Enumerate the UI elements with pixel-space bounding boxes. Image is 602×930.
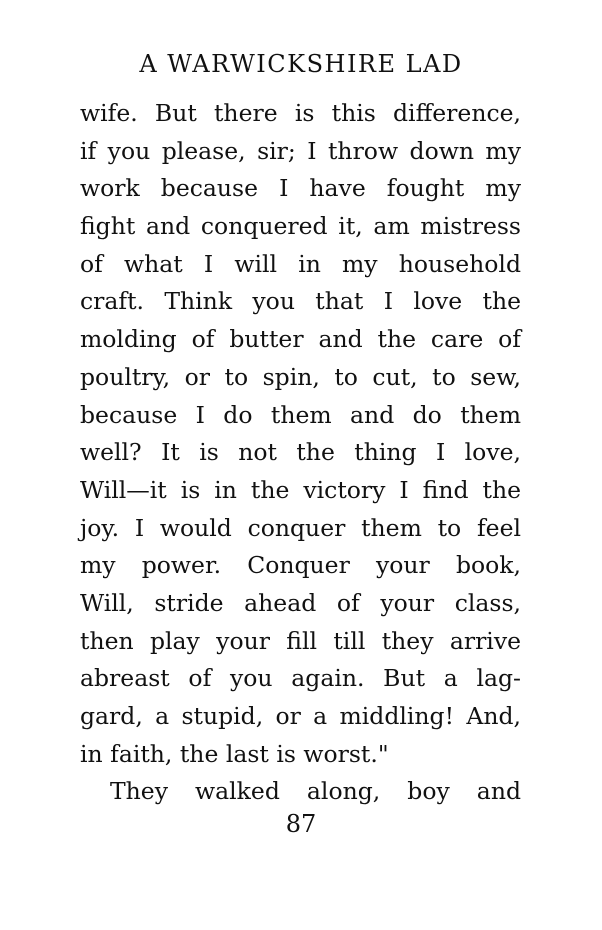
text-line: work because I have fought my xyxy=(80,174,521,203)
text-line: well? It is not the thing I love, xyxy=(80,438,521,467)
page-number: 87 xyxy=(285,810,317,838)
text-line: abreast of you again. But a lag- xyxy=(80,664,521,693)
text-line: of what I will in my household xyxy=(80,249,521,278)
text-line: craft. Think you that I love the xyxy=(80,287,521,316)
text-line: They walked along, boy and xyxy=(110,777,521,806)
body-text xyxy=(80,95,521,811)
text-line: in faith, the last is worst." xyxy=(80,739,389,768)
text-line: because I do them and do them xyxy=(80,400,521,429)
text-line: then play your fill till they arrive xyxy=(80,626,521,655)
text-line: molding of butter and the care of xyxy=(80,325,521,354)
text-line: wife. But there is this difference, xyxy=(80,99,521,127)
text-line: Will, stride ahead of your class, xyxy=(80,588,521,617)
text-line: joy. I would conquer them to feel xyxy=(80,513,521,542)
text-line: my power. Conquer your book, xyxy=(80,551,521,580)
text-line: gard, a stupid, or a middling! And, xyxy=(80,702,521,730)
text-line: fight and conquered it, am mistress xyxy=(80,212,521,241)
text-line: Will—it is in the victory I find the xyxy=(80,475,521,504)
text-line: poultry, or to spin, to cut, to sew, xyxy=(80,362,521,391)
text-line: if you please, sir; I throw down my xyxy=(80,136,521,165)
running-head: A WARWICKSHIRE LAD xyxy=(139,50,463,78)
